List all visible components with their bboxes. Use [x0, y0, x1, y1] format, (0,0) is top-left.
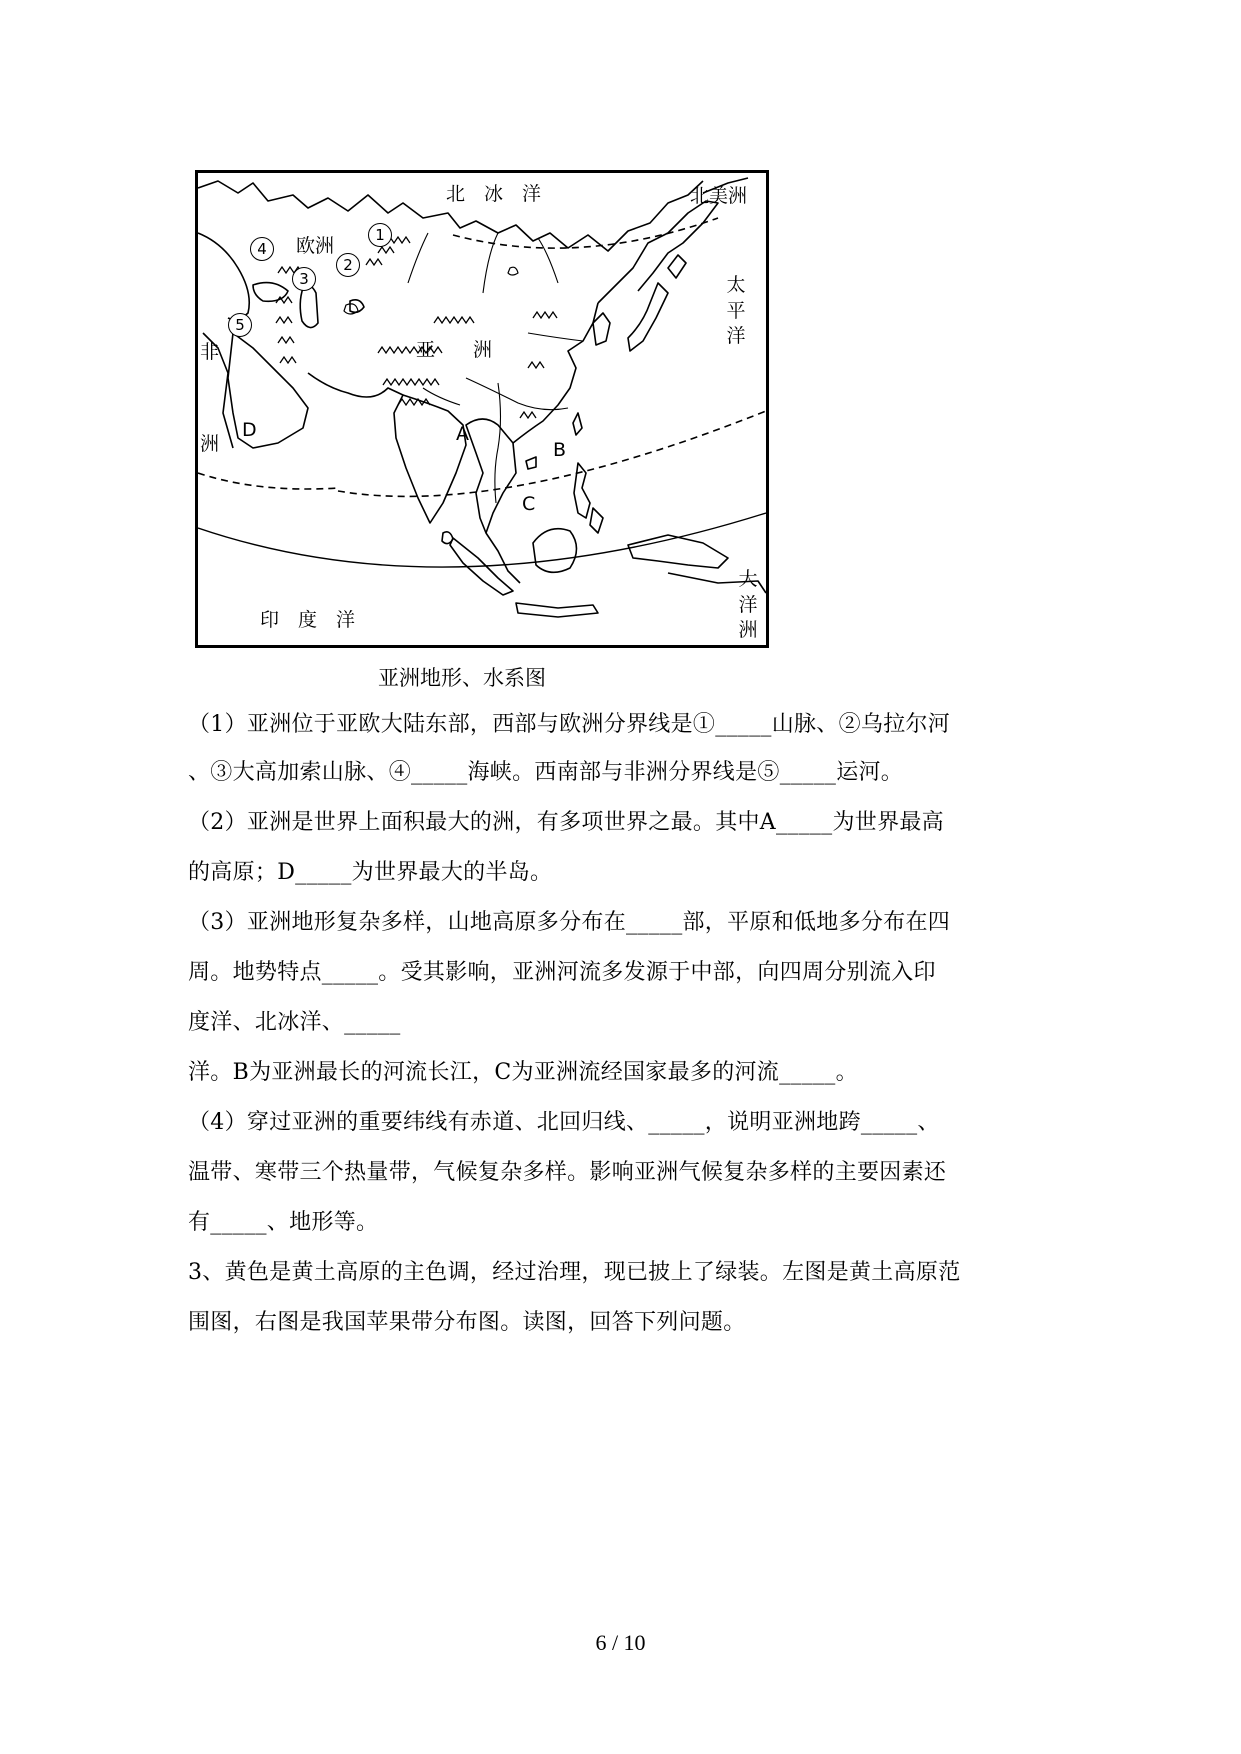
marker-2: 2	[336, 253, 360, 277]
map-label-pacific-ocean: 太平洋	[726, 274, 746, 348]
map-label-africa-top: 非	[200, 341, 220, 363]
map-label-asia: 亚 洲	[416, 339, 493, 361]
question-1-line-1: （1）亚洲位于亚欧大陆东部，西部与欧洲分界线是①_____山脉、②乌拉尔河	[188, 712, 951, 737]
map-label-europe: 欧洲	[296, 235, 335, 257]
question-2-line-2: 的高原；D_____为世界最大的半岛。	[188, 860, 553, 885]
question-4-line-3: 有_____、地形等。	[188, 1210, 379, 1235]
marker-3: 3	[292, 267, 316, 291]
question-3-intro-line-1: 3、黄色是黄土高原的主色调，经过治理，现已披上了绿装。左图是黄土高原范	[188, 1260, 961, 1285]
asia-map-drawing	[198, 173, 766, 645]
map-label-north-america: 北美洲	[690, 185, 748, 207]
question-3-line-4: 洋。B为亚洲最长的河流长江，C为亚洲流经国家最多的河流_____。	[188, 1060, 858, 1085]
question-3-intro-line-2: 围图，右图是我国苹果带分布图。读图，回答下列问题。	[188, 1310, 746, 1335]
marker-1: 1	[368, 223, 392, 247]
question-3-line-1: （3）亚洲地形复杂多样，山地高原多分布在_____部，平原和低地多分布在四	[188, 910, 951, 935]
marker-5: 5	[228, 313, 252, 337]
question-2-line-1: （2）亚洲是世界上面积最大的洲，有多项世界之最。其中A_____为世界最高	[188, 810, 944, 835]
map-label-c-river: C	[522, 493, 536, 515]
map-label-indian-ocean: 印 度 洋	[260, 609, 356, 631]
question-4-line-2: 温带、寒带三个热量带，气候复杂多样。影响亚洲气候复杂多样的主要因素还	[188, 1160, 947, 1185]
map-label-b-river: B	[553, 439, 567, 461]
marker-4: 4	[250, 237, 274, 261]
map-label-oceania: 大洋洲	[738, 568, 758, 642]
tropic-line-west	[198, 473, 338, 489]
question-4-line-1: （4）穿过亚洲的重要纬线有赤道、北回归线、_____，说明亚洲地跨_____、	[188, 1110, 940, 1135]
page-number: 6 / 10	[595, 1630, 646, 1655]
tropic-line-east	[338, 411, 766, 496]
map-label-a-plateau: A	[456, 423, 469, 445]
question-3-line-3: 度洋、北冰洋、_____	[188, 1010, 401, 1035]
map-label-arctic-ocean: 北 冰 洋	[446, 183, 542, 205]
question-1-line-2: 、③大高加索山脉、④_____海峡。西南部与非洲分界线是⑤_____运河。	[188, 760, 904, 785]
asia-map-figure	[195, 170, 769, 648]
question-3-line-2: 周。地势特点_____。受其影响，亚洲河流多发源于中部，向四周分别流入印	[188, 960, 936, 985]
figure-caption: 亚洲地形、水系图	[378, 666, 546, 690]
map-label-africa-bottom: 洲	[200, 433, 220, 455]
map-label-d-peninsula: D	[242, 419, 257, 441]
